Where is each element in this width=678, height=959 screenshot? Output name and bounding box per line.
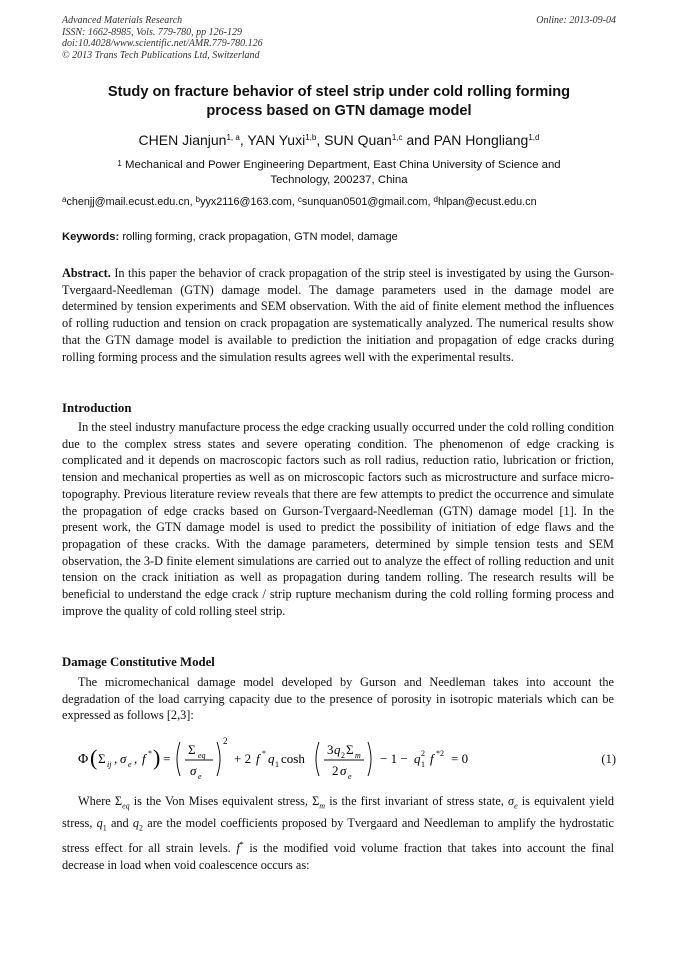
svg-text:= 0: = 0 bbox=[451, 751, 469, 766]
keywords-label: Keywords: bbox=[62, 231, 120, 243]
svg-text:2: 2 bbox=[332, 763, 339, 778]
affiliation-line-2: Technology, 200237, China bbox=[270, 174, 408, 186]
author-list: CHEN Jianjun$^{1, a}$, YAN Yuxi$^{1,b}$, SUN Quan$^{1,c}$ and PAN Hongliang$^{1,d}$ bbox=[138, 132, 540, 148]
svg-text:*: * bbox=[262, 749, 266, 758]
svg-text:): ) bbox=[153, 745, 161, 770]
gtn-yield-equation bbox=[62, 730, 592, 790]
text-segment: is equivalent yield stress, bbox=[62, 794, 615, 831]
svg-text:*2: *2 bbox=[436, 749, 444, 758]
title-line-2: process based on GTN damage model bbox=[206, 103, 472, 119]
text-segment: is the first invariant of stress state, bbox=[329, 794, 504, 808]
svg-text:3: 3 bbox=[327, 742, 334, 757]
email-sup: b bbox=[195, 195, 201, 204]
svg-text:2: 2 bbox=[223, 736, 228, 746]
svg-text:σ: σ bbox=[190, 763, 197, 778]
email-sup: c bbox=[297, 195, 302, 204]
svg-text:σ: σ bbox=[120, 751, 127, 766]
email-sup: a bbox=[62, 195, 67, 204]
svg-text:Σ: Σ bbox=[346, 742, 354, 757]
text-where: Where bbox=[78, 794, 111, 808]
keywords bbox=[62, 230, 616, 244]
author-affil-sup: 1,b bbox=[305, 133, 317, 142]
svg-text:e: e bbox=[348, 772, 352, 781]
svg-text:1: 1 bbox=[421, 760, 425, 769]
email-sup: d bbox=[433, 195, 438, 204]
equation-explanation-paragraph: Where $\Sigma_{eq}$ is the Von Mises equivalent stress, $\Sigma_m$ is the first invariant of stress state, $\sigma_e$ is equivalent yield stress, $q_1$ and $q_2$ are the model coefficients proposed by Tvergaard and Needleman to amplify the hydrostatic stress effect for all strain levels. f* is the modified void volume fraction that takes into account the final decrease in load when void coalescence occurs as: bbox=[62, 794, 615, 873]
svg-text:(: ( bbox=[90, 745, 98, 770]
svg-text:f: f bbox=[142, 751, 146, 766]
keywords-text: rolling forming, crack propagation, GTN model, damage bbox=[122, 231, 398, 243]
journal-name: Advanced Materials Research bbox=[62, 15, 183, 26]
svg-text:1: 1 bbox=[275, 760, 279, 769]
svg-text:Σ: Σ bbox=[98, 751, 106, 766]
damage-model-paragraph: The micromechanical damage model developed by Gurson and Needleman takes into account the degradation of the load carrying capacity due to the presence of porosity in isotropic materials which can be expressed as follows [2,3]: bbox=[62, 675, 614, 723]
title-line-1: Study on fracture behavior of steel strip under cold rolling forming bbox=[107, 84, 571, 100]
svg-text:Φ: Φ bbox=[78, 752, 89, 767]
online-date: Online: 2013-09-04 bbox=[536, 15, 616, 26]
svg-text:f: f bbox=[256, 751, 260, 766]
svg-text:q: q bbox=[268, 751, 275, 766]
author-emails bbox=[62, 195, 616, 209]
author-name: CHEN Jianjun bbox=[138, 132, 227, 148]
abstract-label: Abstract. bbox=[62, 266, 111, 280]
copyright: © 2013 Trans Tech Publications Ltd, Switzerland bbox=[62, 49, 260, 61]
doi: doi:10.4028/www.scientific.net/AMR.779-780.126 bbox=[62, 38, 263, 49]
author-name: YAN Yuxi bbox=[247, 132, 306, 148]
svg-text:ij: ij bbox=[107, 760, 112, 769]
section-heading-damage-model: Damage Constitutive Model bbox=[62, 655, 215, 669]
text-segment: are the model coefficients proposed by Tvergaard and Needleman to amplify the hydrostatic stress effect for all strain levels. bbox=[62, 816, 615, 856]
svg-text:q: q bbox=[414, 751, 421, 766]
introduction-paragraph: In the steel industry manufacture process the edge cracking usually occurred under the cold rolling condition due to the complex stress states and severe operating condition. The phenomenon of edge cracking is complicated and it depends on macroscopic factors such as roll radius, reduction ratio, lubrication or friction, tension and mechanical properties as well as on microscopic factors such as microstructure and surface micro-topography. Previous literature review reveals that there are few attempts to predict the occurrence and simulate the propagation of edge cracks based on Gurson-Tvergaard-Needleman (GTN) damage model [1]. In the present work, the GTN damage model is used to predict the possibility of initiation of edge flaws and the propagation of these cracks. With the damage parameters, determined by simple tension tests and SEM observation, the 3-D finite element simulations are carried out to analyze the effect of rolling reduction and unit tension on the crack initiation as well as propagation during tandem rolling. The research results will be beneficial to understand the edge crack / strip rupture mechanism during the cold rolling forming process and improve the quality of cold rolling steel strip. bbox=[62, 420, 614, 618]
text-segment: is the modified void volume fraction that takes into account the final decrease in load when void coalescence occurs as: bbox=[62, 841, 614, 873]
affiliation bbox=[62, 158, 616, 188]
paper-title bbox=[62, 83, 616, 121]
svg-text:Σ: Σ bbox=[188, 742, 196, 757]
svg-text:=: = bbox=[163, 751, 171, 766]
issn: ISSN: 1662-8985, Vols. 779-780, pp 126-129 bbox=[62, 26, 242, 38]
email-link[interactable]: chenjj@mail.ecust.edu.cn, bbox=[66, 196, 193, 208]
equation-number: (1) bbox=[601, 752, 616, 766]
email-link[interactable]: hlpan@ecust.edu.cn bbox=[437, 196, 537, 208]
section-heading-introduction: Introduction bbox=[62, 401, 132, 415]
text-segment: is the Von Mises equivalent stress, bbox=[133, 794, 308, 808]
svg-text:m: m bbox=[355, 751, 361, 760]
email-link[interactable]: yyx2116@163.com, bbox=[200, 196, 295, 208]
svg-text:f: f bbox=[430, 751, 434, 766]
text-segment: and bbox=[110, 816, 129, 831]
author-affil-sup: 1,c bbox=[391, 133, 403, 142]
svg-text:+ 2: + 2 bbox=[234, 751, 252, 766]
svg-text:q: q bbox=[334, 742, 341, 757]
author-and: and bbox=[406, 132, 430, 148]
svg-text:− 1 −: − 1 − bbox=[380, 751, 408, 766]
svg-text:2: 2 bbox=[341, 751, 345, 760]
svg-text:eq: eq bbox=[198, 751, 206, 760]
svg-text:cosh: cosh bbox=[281, 751, 305, 766]
journal-header bbox=[62, 15, 263, 61]
equation-1 bbox=[62, 730, 616, 790]
svg-text:e: e bbox=[128, 760, 132, 769]
svg-text:,: , bbox=[134, 751, 138, 766]
svg-text:2: 2 bbox=[421, 749, 425, 758]
email-link[interactable]: sunquan0501@gmail.com, bbox=[301, 196, 431, 208]
author-name: SUN Quan bbox=[324, 132, 392, 148]
svg-text:,: , bbox=[114, 751, 118, 766]
author-affil-sup: 1,d bbox=[528, 133, 540, 142]
svg-text:*: * bbox=[148, 749, 152, 758]
author-name: PAN Hongliang bbox=[433, 132, 529, 148]
affiliation-line-1: Mechanical and Power Engineering Department, East China University of Science and bbox=[125, 159, 561, 171]
svg-text:σ: σ bbox=[340, 763, 347, 778]
abstract bbox=[62, 265, 614, 365]
affiliation-sup: 1 bbox=[117, 159, 122, 168]
abstract-text: In this paper the behavior of crack propagation of the strip steel is investigated by using the Gurson-Tvergaard-Needleman (GTN) damage model. The damage parameters used in the damage model are determined by tension experiments and SEM observation. With the aid of finite element method the influences of rolling ruduction and tension on crack propagation are systematically analyzed. The numerical results show that the GTN damage model is available to prediction the initiation and propagation of edge cracks during rolling forming process and the simulation results agrees well with the experimental results. bbox=[62, 266, 614, 364]
author-affil-sup: 1, a bbox=[226, 133, 240, 142]
svg-text:e: e bbox=[198, 772, 202, 781]
